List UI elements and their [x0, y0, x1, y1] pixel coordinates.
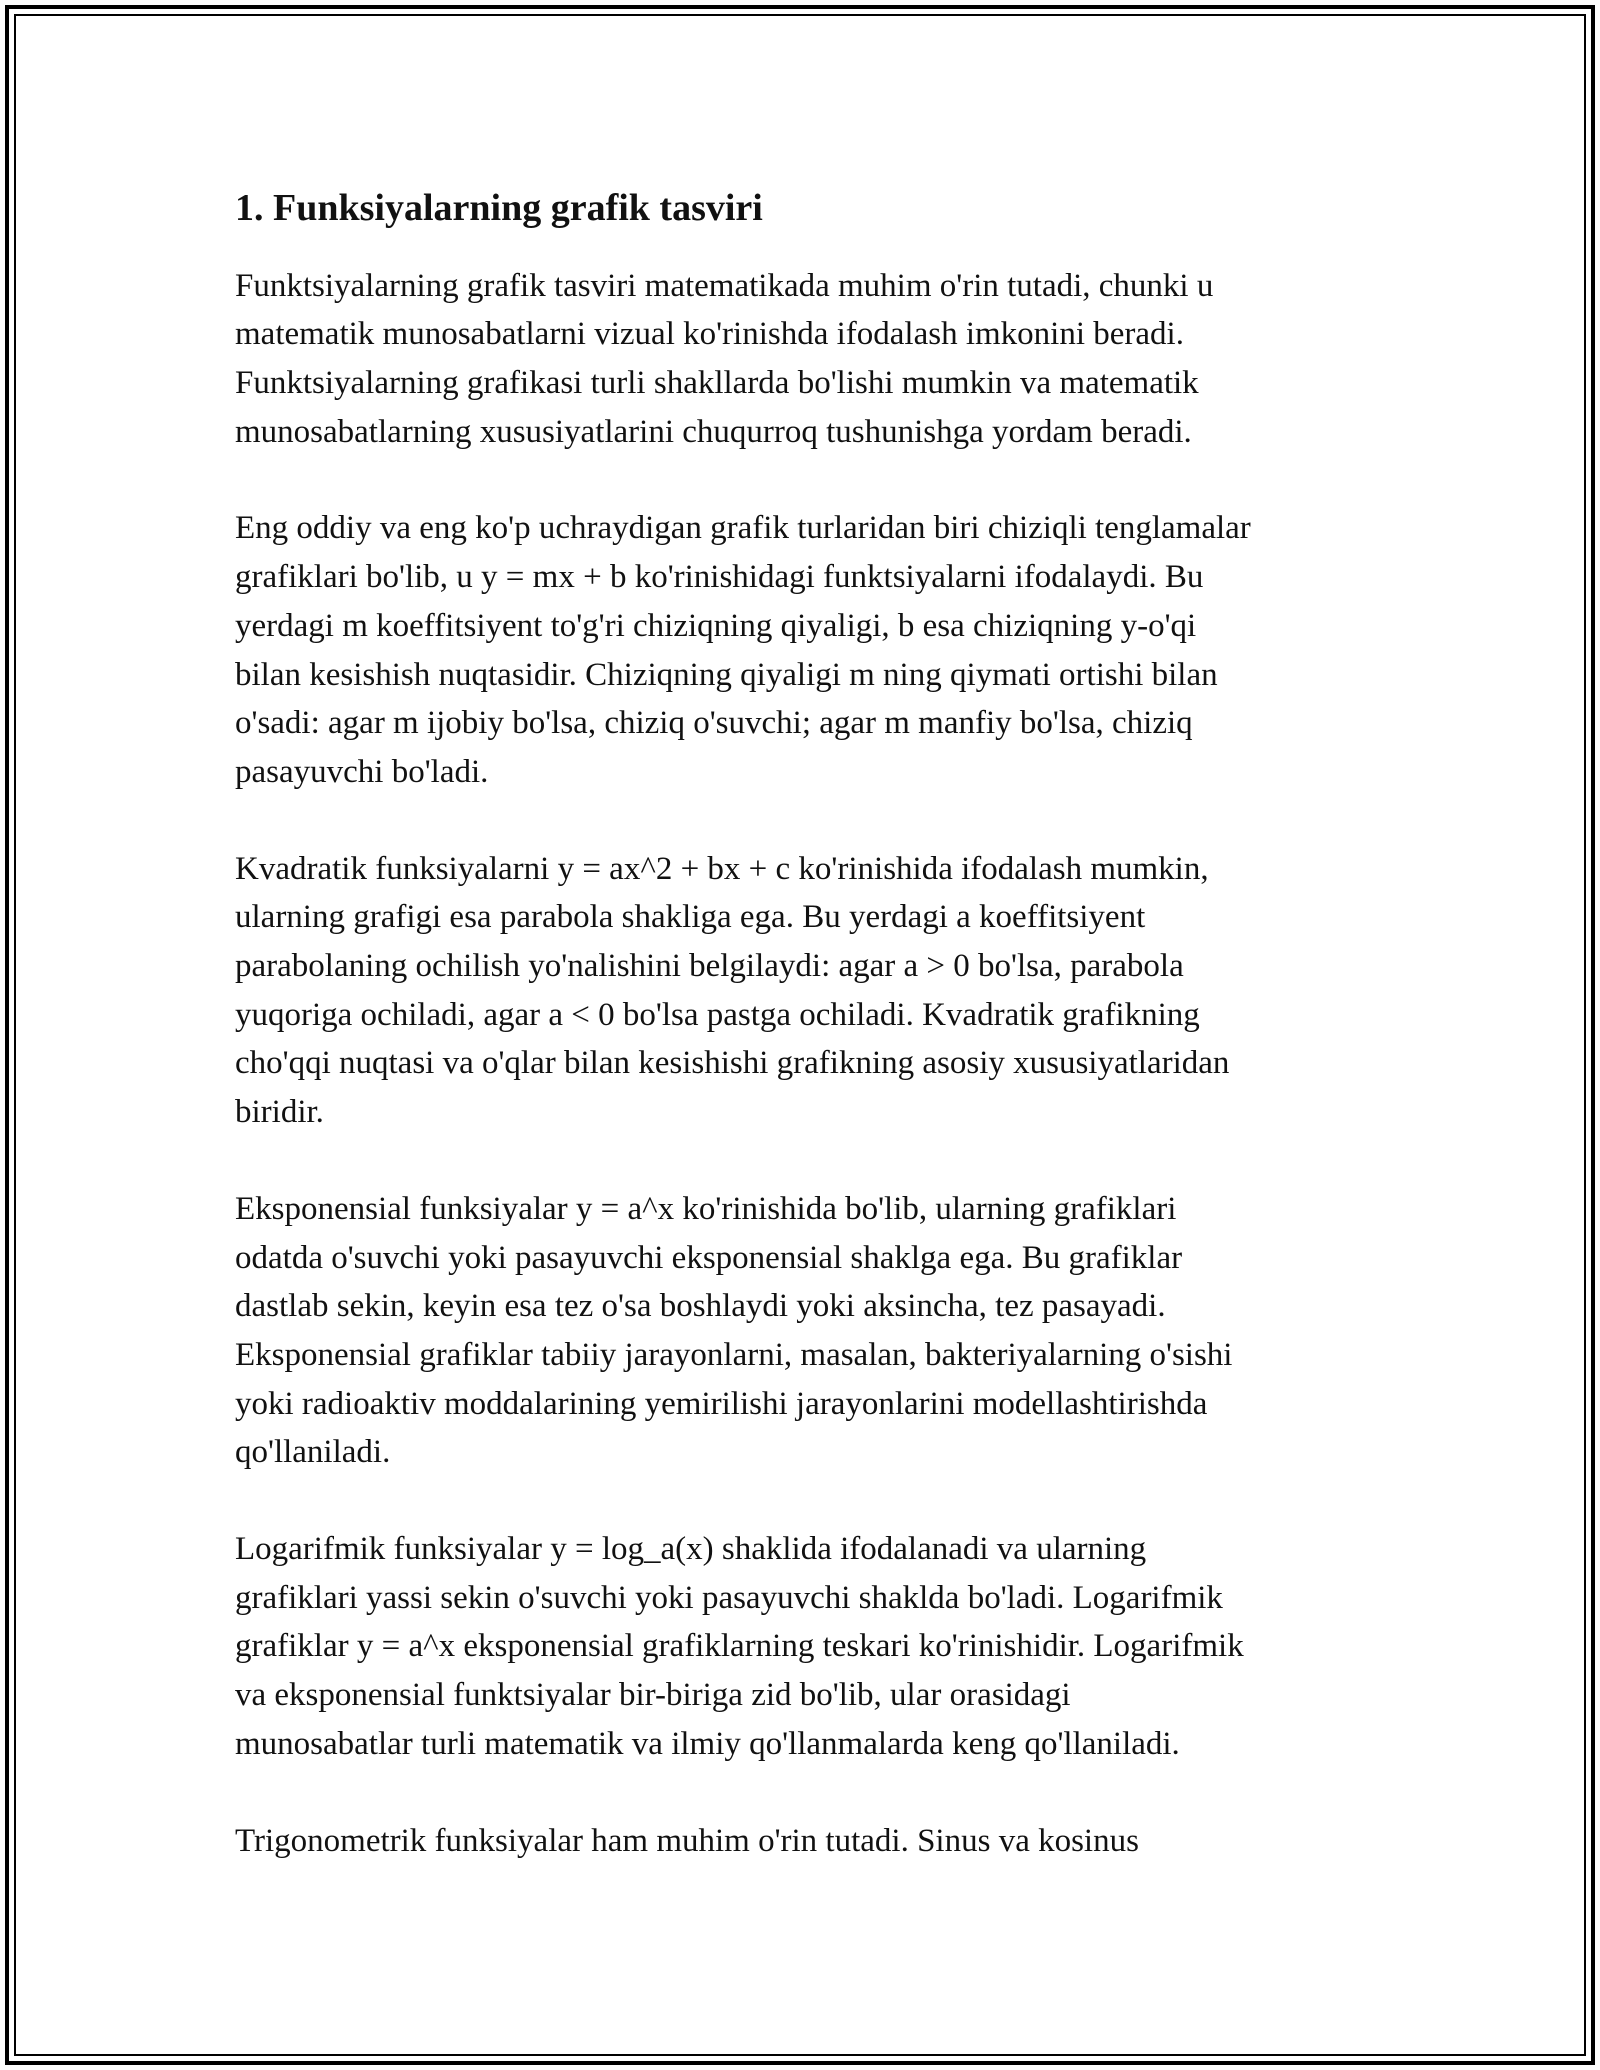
text-line: yuqoriga ochiladi, agar a < 0 bo'lsa pastga ochiladi. Kvadratik grafikning: [235, 996, 1200, 1033]
text-line: Eksponensial grafiklar tabiiy jarayonlarni, masalan, bakteriyalarning o'sishi: [235, 1336, 1233, 1373]
text-line: Logarifmik funksiyalar y = log_a(x) shaklida ifodalanadi va ularning: [235, 1531, 1147, 1568]
text-line: Funktsiyalarning grafikasi turli shakllarda bo'lishi mumkin va matematik: [235, 365, 1199, 401]
text-line: yerdagi m koeffitsiyent to'g'ri chiziqning qiyaligi, b esa chiziqning y-o'qi: [235, 607, 1197, 644]
text-line: va eksponensial funktsiyalar bir-biriga zid bo'lib, ular orasidagi: [235, 1677, 1071, 1714]
text-line: Eksponensial funksiyalar y = a^x ko'rinishida bo'lib, ularning grafiklari: [235, 1190, 1177, 1227]
text-line: grafiklari yassi sekin o'suvchi yoki pasayuvchi shaklda bo'ladi. Logarifmik: [235, 1579, 1223, 1616]
text-line: cho'qqi nuqtasi va o'qlar bilan kesishishi grafikning asosiy xususiyatlaridan: [235, 1045, 1230, 1082]
text-line: Kvadratik funksiyalarni y = ax^2 + bx + c ko'rinishida ifodalash mumkin,: [235, 850, 1209, 887]
text-line: qo'llaniladi.: [235, 1434, 391, 1471]
text-line: yoki radioaktiv moddalarining yemirilishi jarayonlarini modellashtirishda: [235, 1385, 1208, 1422]
text-line: Funktsiyalarning grafik tasviri matematikada muhim o'rin tutadi, chunki u: [235, 267, 1214, 304]
text-line: bilan kesishish nuqtasidir. Chiziqning qiyaligi m ning qiymati ortishi bilan: [235, 656, 1218, 693]
text-line: dastlab sekin, keyin esa tez o'sa boshlaydi yoki aksincha, tez pasayadi.: [235, 1288, 1166, 1325]
paragraph-logarithmic: [235, 1525, 1375, 1769]
text-line: grafiklari bo'lib, u y = mx + b ko'rinishidagi funktsiyalarni ifodalaydi. Bu: [235, 559, 1204, 596]
text-line: parabolaning ochilish yo'nalishini belgilaydi: agar a > 0 bo'lsa, parabola: [235, 948, 1184, 985]
text-line: biridir.: [235, 1094, 324, 1131]
section-heading: 1. Funksiyalarning grafik tasviri: [235, 187, 763, 229]
text-line: pasayuvchi bo'ladi.: [235, 753, 489, 790]
text-line: odatda o'suvchi yoki pasayuvchi eksponensial shaklga ega. Bu grafiklar: [235, 1239, 1183, 1276]
text-line: munosabatlarning xususiyatlarini chuqurroq tushunishga yordam beradi.: [235, 413, 1192, 450]
text-line: Eng oddiy va eng ko'p uchraydigan grafik turlaridan biri chiziqli tenglamalar: [235, 510, 1251, 547]
paragraph-quadratic: [235, 845, 1375, 1137]
text-line: matematik munosabatlarni vizual ko'rinishda ifodalash imkonini beradi.: [235, 316, 1184, 353]
paragraph-exponential: [235, 1185, 1375, 1477]
paragraph-intro: [235, 262, 1375, 457]
document-body: [235, 186, 1375, 1913]
paragraph-linear: [235, 504, 1375, 796]
text-line: Trigonometrik funksiyalar ham muhim o'rin tutadi. Sinus va kosinus: [235, 1822, 1139, 1859]
text-line: grafiklar y = a^x eksponensial grafiklarning teskari ko'rinishidir. Logarifmik: [235, 1628, 1244, 1665]
text-line: o'sadi: agar m ijobiy bo'lsa, chiziq o'suvchi; agar m manfiy bo'lsa, chiziq: [235, 705, 1193, 742]
text-line: ularning grafigi esa parabola shakliga ega. Bu yerdagi a koeffitsiyent: [235, 899, 1146, 936]
text-line: munosabatlar turli matematik va ilmiy qo'llanmalarda keng qo'llaniladi.: [235, 1725, 1180, 1762]
paragraph-trigonometric: [235, 1817, 1375, 1866]
